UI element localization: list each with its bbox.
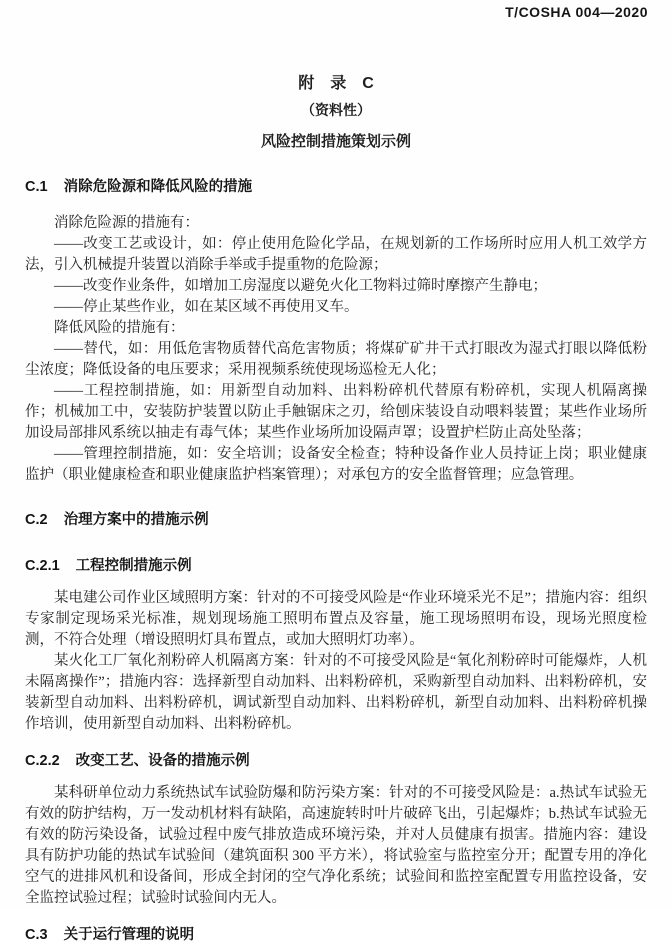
section-c3 [25, 925, 647, 945]
paragraph: ——改变工艺或设计，如：停止使用危险化学品，在规划新的工作场所时应用人机工效学方法，引入机械提升装置以消除手举或手提重物的危险源； [25, 236, 647, 273]
paragraph: 降低风险的措施有： [54, 320, 185, 336]
paragraph: ——替代，如：用低危害物质替代高危害物质；将煤矿矿井干式打眼改为湿式打眼以降低粉尘浓度；降低设备的电压要求；采用视频系统使现场巡检无人化； [25, 341, 647, 378]
section-title: 关于运行管理的说明 [63, 927, 195, 943]
paragraph: ——改变作业条件，如增加工房湿度以避免火化工物料过筛时摩擦产生静电； [54, 278, 547, 294]
section-number: C.1 [25, 179, 48, 195]
section-number: C.2 [25, 512, 48, 528]
doc-number: T/COSHA 004—2020 [505, 4, 648, 20]
section-number: C.2.2 [25, 753, 60, 769]
section-number: C.3 [25, 927, 48, 943]
paragraph: 某电建公司作业区域照明方案：针对的不可接受风险是“作业环境采光不足”；措施内容：组织专家制定现场采光标准，规划现场施工照明布置点及容量，施工现场照明布设，现场光照度检测，不符合处理（增设照明灯具布置点，或加大照明灯功率）。 [25, 590, 647, 648]
paragraph: 某火化工厂氧化剂粉碎人机隔离方案：针对的不可接受风险是“氧化剂粉碎时可能爆炸，人机未隔离操作”；措施内容：选择新型自动加料、出料粉碎机，采购新型自动加料、出料粉碎机，安装新型自动加料、出料粉碎机，调试新型自动加料、出料粉碎机，新型自动加料、出料粉碎机操作培训，使用新型自动加料、出料粉碎机。 [25, 653, 647, 732]
section-title: 改变工艺、设备的措施示例 [75, 753, 250, 769]
section-heading-c1 [25, 177, 647, 197]
section-c2-1 [25, 556, 647, 735]
paragraph: ——管理控制措施，如：安全培训；设备安全检查；特种设备作业人员持证上岗；职业健康监护（职业健康检查和职业健康监护档案管理）；对承包方的安全监督管理；应急管理。 [25, 446, 647, 483]
paragraph: 某科研单位动力系统热试车试验防爆和防污染方案：针对的不可接受风险是：a.热试车试验无有效的防护结构，万一发动机材料有缺陷，高速旋转时叶片破碎飞出，引起爆炸；b.热试车试验无有效的防污染设备，试验过程中废气排放造成环境污染，并对人员健康有损害。措施内容：建设具有防护功能的热试车试验间（建筑面积 300 平方米），将试验室与监控室分开；配置专用的净化空气的进排风机和设备间，形成全封闭的空气净化系统；试验间和监控室配置专用监控设备，安全监控试验过程；试验时试验间内无人。 [25, 785, 647, 906]
appendix-title: 风险控制措施策划示例 [260, 133, 411, 150]
section-c2-2 [25, 751, 647, 909]
section-title: 消除危险源和降低风险的措施 [63, 179, 253, 195]
section-c1 [25, 177, 647, 486]
section-title: 治理方案中的措施示例 [63, 512, 209, 528]
paragraph: 消除危险源的措施有： [54, 215, 199, 231]
section-heading-c2 [25, 510, 647, 530]
section-number: C.2.1 [25, 558, 60, 574]
paragraph: ——工程控制措施，如：用新型自动加料、出料粉碎机代替原有粉碎机，实现人机隔离操作；机械加工中，安装防护装置以防止手触锯床之刃，给刨床装设自动喂料装置；某些作业场所加设局部排风系统以抽走有毒气体；某些作业场所加设隔声罩；设置护栏防止高处坠落； [25, 383, 647, 441]
appendix-type: （资料性） [301, 102, 371, 118]
section-heading-c2-2 [25, 751, 647, 771]
appendix-label: 附 录 C [298, 75, 374, 92]
section-heading-c3 [25, 925, 647, 945]
section-title: 工程控制措施示例 [75, 558, 192, 574]
appendix-header [25, 0, 647, 151]
section-heading-c2-1 [25, 556, 647, 576]
section-c2 [25, 510, 647, 909]
paragraph: ——停止某些作业，如在某区域不再使用叉车。 [54, 299, 359, 315]
